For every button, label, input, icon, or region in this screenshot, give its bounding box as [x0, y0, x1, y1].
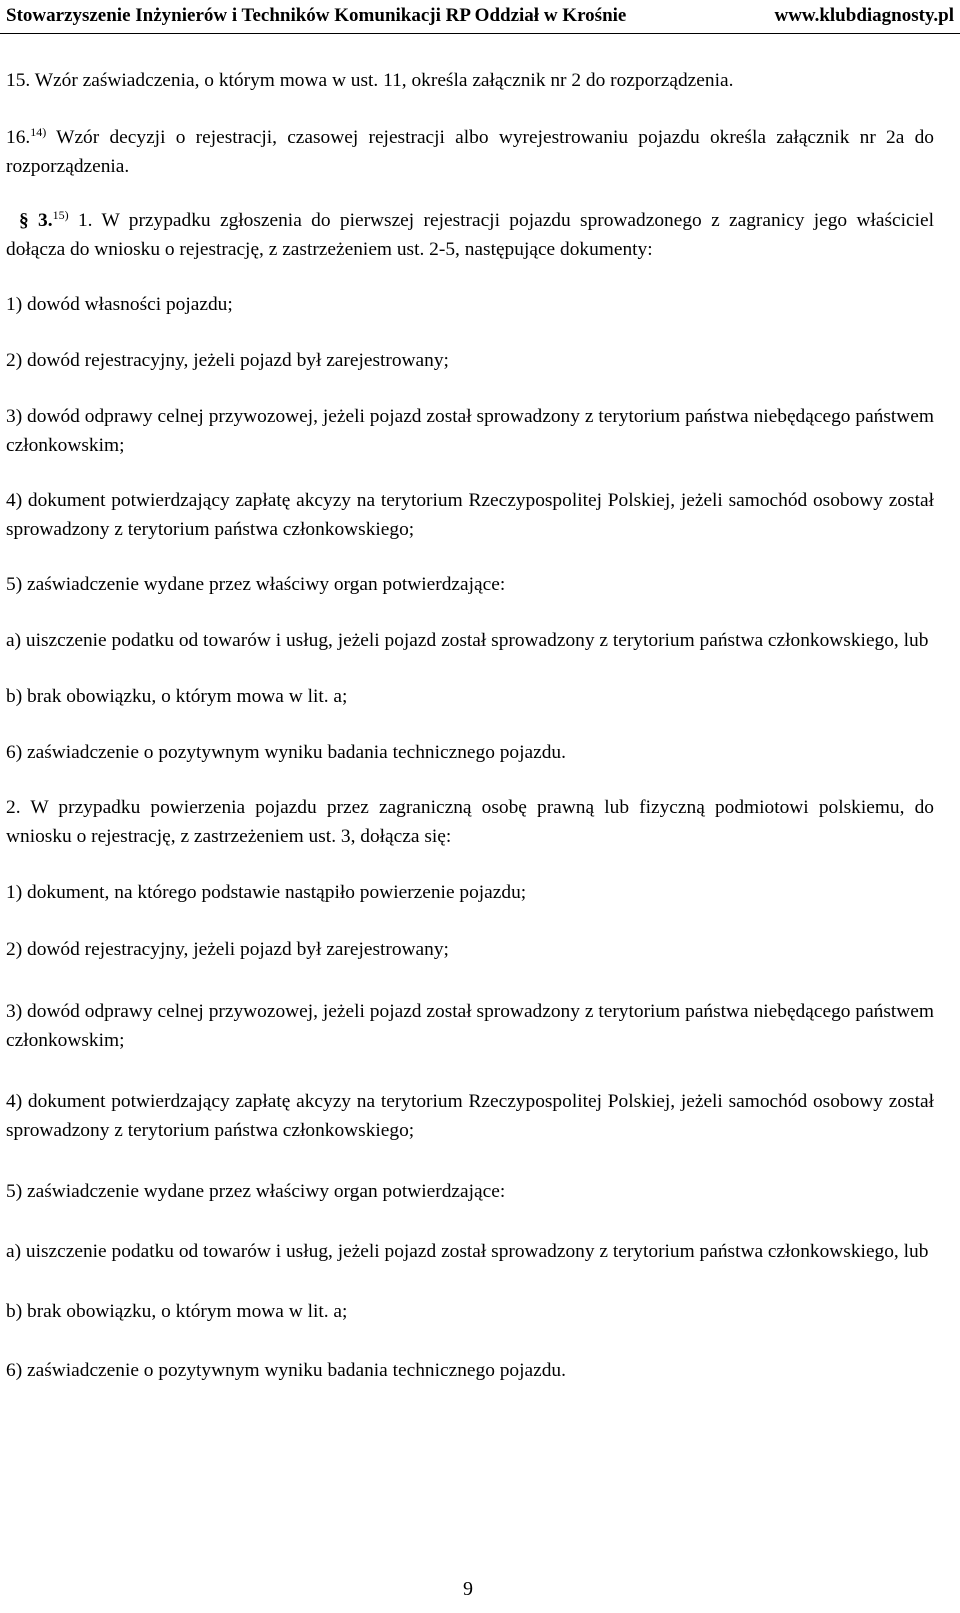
s3-2-item-1: 1) dokument, na którego podstawie nastąpiło powierzenie pojazdu; — [6, 882, 527, 903]
section-3-ust-1 — [6, 206, 934, 264]
s3-item-2: 2) dowód rejestracyjny, jeżeli pojazd był zarejestrowany; — [6, 350, 449, 371]
section-3-text: 1. W przypadku zgłoszenia do pierwszej rejestracji pojazdu sprowadzonego z zagranicy jego właściciel dołącza do wniosku o rejestrację, z zastrzeżeniem ust. 2-5, następujące dokumenty: — [6, 210, 934, 260]
s3-2-item-2: 2) dowód rejestracyjny, jeżeli pojazd był zarejestrowany; — [6, 939, 449, 960]
s3-item-3: 3) dowód odprawy celnej przywozowej, jeżeli pojazd został sprowadzony z terytorium państwa niebędącego państwem członkowskim; — [6, 406, 934, 456]
s3-2-item-4: 4) dokument potwierdzający zapłatę akcyzy na terytorium Rzeczypospolitej Polskiej, jeżeli samochód osobowy został sprowadzony z terytorium państwa członkowskiego; — [6, 1091, 934, 1141]
s3-item-5: 5) zaświadczenie wydane przez właściwy organ potwierdzające: — [6, 574, 506, 595]
footnote-ref-15: 15) — [52, 208, 69, 222]
s3-item-1: 1) dowód własności pojazdu; — [6, 294, 233, 315]
section-3-number: § 3. — [19, 210, 53, 231]
s3-item-5b: b) brak obowiązku, o którym mowa w lit. a; — [6, 686, 348, 707]
section-3-ust-2: 2. W przypadku powierzenia pojazdu przez zagraniczną osobę prawną lub fizyczną podmiotowi polskiemu, do wniosku o rejestrację, z zastrzeżeniem ust. 3, dołącza się: — [6, 797, 934, 847]
s3-item-6: 6) zaświadczenie o pozytywnym wyniku badania technicznego pojazdu. — [6, 742, 566, 763]
s3-item-5a: a) uiszczenie podatku od towarów i usług, jeżeli pojazd został sprowadzony z terytorium państwa członkowskiego, lub — [6, 630, 929, 651]
paragraph-15: 15. Wzór zaświadczenia, o którym mowa w ust. 11, określa załącznik nr 2 do rozporządzenia. — [6, 70, 734, 91]
s3-2-item-5a: a) uiszczenie podatku od towarów i usług, jeżeli pojazd został sprowadzony z terytorium państwa członkowskiego, lub — [6, 1241, 929, 1262]
page-header — [0, 0, 960, 34]
paragraph-16-number: 16. — [6, 127, 31, 148]
paragraph-16-text: Wzór decyzji o rejestracji, czasowej rejestracji albo wyrejestrowaniu pojazdu określa załącznik nr 2a do rozporządzenia. — [6, 127, 934, 177]
document-body — [6, 66, 934, 1385]
s3-2-item-5b: b) brak obowiązku, o którym mowa w lit. a; — [6, 1301, 348, 1322]
header-website: www.klubdiagnosty.pl — [774, 5, 954, 26]
s3-2-item-5: 5) zaświadczenie wydane przez właściwy organ potwierdzające: — [6, 1181, 506, 1202]
header-organization: Stowarzyszenie Inżynierów i Techników Komunikacji RP Oddział w Krośnie — [6, 5, 627, 26]
s3-2-item-6: 6) zaświadczenie o pozytywnym wyniku badania technicznego pojazdu. — [6, 1360, 566, 1381]
s3-item-4: 4) dokument potwierdzający zapłatę akcyzy na terytorium Rzeczypospolitej Polskiej, jeżeli samochód osobowy został sprowadzony z terytorium państwa członkowskiego; — [6, 490, 934, 540]
footnote-ref-14: 14) — [30, 125, 47, 139]
paragraph-16 — [6, 123, 934, 181]
s3-2-item-3: 3) dowód odprawy celnej przywozowej, jeżeli pojazd został sprowadzony z terytorium państwa niebędącego państwem członkowskim; — [6, 1001, 934, 1051]
page-number: 9 — [463, 1578, 473, 1600]
